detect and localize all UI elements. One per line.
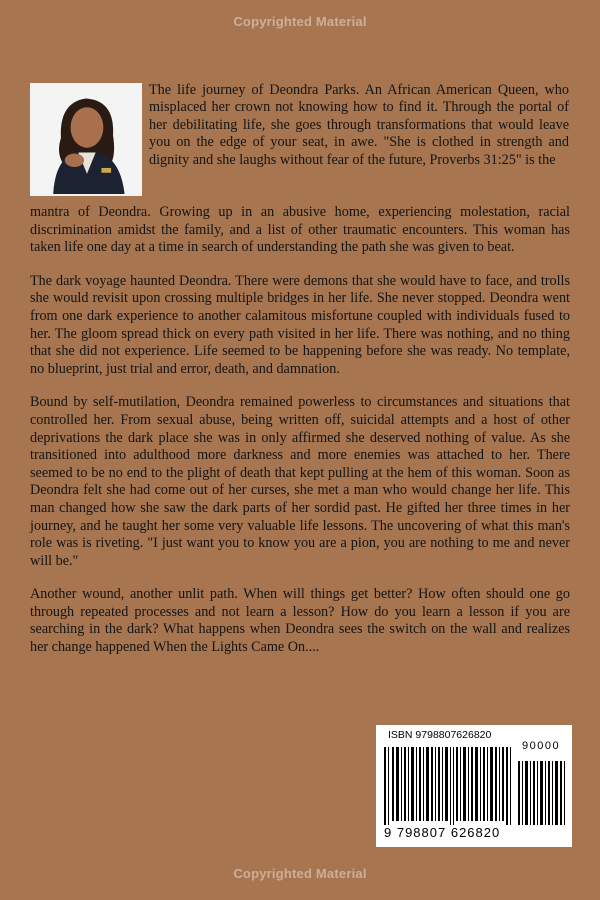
copyright-watermark-bottom: Copyrighted Material [233,866,367,881]
paragraph-2: The dark voyage haunted Deondra. There were demons that she would have to face, and trolls she would revisit upon crossing multiple bridges in her life. She never stopped. Deondra went from one dark experience to another calamitous misfortune coupled with individuals fused to her. The gloom spread thick on every path visited in her life. There was nothing, and no thing that she did not experience. Life seemed to be happening before she was ready. No template, no blueprint, just trial and error, death, and damnation. [30,272,570,377]
author-portrait-icon [32,85,140,194]
barcode-digits: 9 798807 626820 [384,825,501,840]
blurb-body [30,204,570,673]
isbn-barcode [376,725,572,847]
paragraph-3: Bound by self-mutilation, Deondra remained powerless to circumstances and situations that controlled her. From sexual abuse, being written off, suicidal attempts and a host of other deprivations the dark place she was in only affirmed she deserved nothing of value. As she transitioned into adulthood more darkness and more enemies was attached to her. There seemed to be no end to the plight of death that kept pulling at the hem of this woman. Soon as Deondra felt she had come out of her curses, she met a man who would change her life. This man changed how she saw the dark parts of her sordid past. He gifted her three times in her journey, and he taught her some very valuable life lessons. The uncovering of what this man's role was is riveting. "I just want you to know you are a pion, you are nothing to me and never will be." [30,394,570,569]
copyright-watermark-top: Copyrighted Material [233,14,367,29]
isbn-label: ISBN 9798807626820 [388,729,492,741]
barcode-bars-icon [384,743,566,829]
author-photo [30,83,142,196]
intro-paragraph: The life journey of Deondra Parks. An African American Queen, who misplaced her crown not knowing how to find it. Through the portal of her debilitating life, she goes through transformations that would leave you on the edge of your seat, in awe. "She is clothed in strength and dignity and she laughs without fear of the future, Proverbs 31:25" is the [149,82,569,168]
paragraph-4: Another wound, another unlit path. When will things get better? How often should one go through repeated processes and not learn a lesson? How do you learn a lesson if you are searching in the dark? What happens when Deondra sees the switch on the wall and realizes her change happened When the Lights Came On.... [30,586,570,656]
price-code: 90000 [522,740,561,752]
paragraph-1: mantra of Deondra. Growing up in an abusive home, experiencing molestation, racial discrimination amidst the family, and a list of other traumatic encounters. This woman has taken life one day at a time in search of understanding the path she was given to beat. [30,204,570,256]
